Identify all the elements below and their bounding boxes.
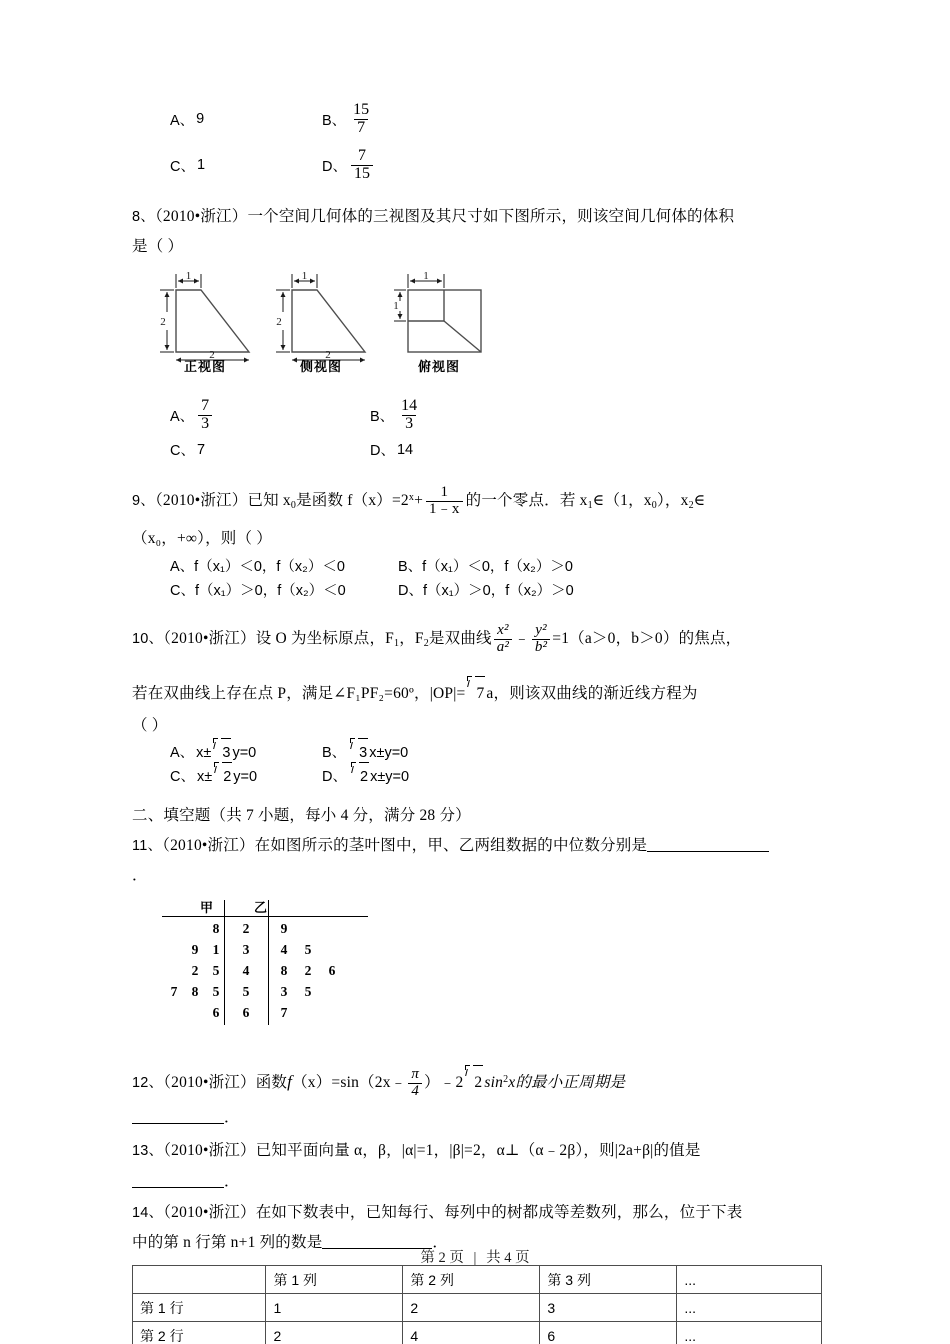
top-view-caption: 俯视图 [418,359,461,374]
stem-leaf-right-header: 乙 [254,900,268,915]
question-13-source: （2010•浙江） [163,1142,256,1159]
q10-fraction-2 [532,623,550,656]
option-d-value: 14 [396,441,414,458]
top-height-label: 1 [393,300,399,312]
option-c-label: C、 [170,158,195,175]
question-10-options [132,741,822,789]
stem-leaf-right-divider [268,900,269,1025]
question-10-number: 10、 [132,631,164,647]
q12-text-a: 函数 [255,1074,288,1091]
option-a[interactable] [170,398,370,433]
radicand: 2 [473,1065,483,1100]
radicand: 7 [475,676,485,711]
side-view [270,268,395,373]
q12-text-b: （x）=sin（2x﹣ [292,1074,407,1091]
stem-digit: 3 [242,942,250,957]
q12-exponent: 2 [503,1074,509,1085]
answer-blank[interactable] [132,1173,224,1188]
side-view-caption: 侧视图 [300,359,343,374]
three-view-figure [154,268,822,376]
side-view-drawing [270,268,395,368]
fraction-denominator: 1﹣x [426,501,463,518]
table-cell: ... [677,1322,822,1344]
option-c-post: y=0 [233,768,258,785]
page-content [132,96,822,1344]
q9-sub-1: 1 [587,500,593,511]
question-10 [132,621,822,789]
radicand: 2 [359,762,369,792]
option-row-cd [132,438,822,461]
option-a-label: A、 [170,112,195,129]
table-cell: 3 [540,1294,677,1322]
fraction-denominator: 15 [351,165,373,183]
right-leaf-digit: 7 [280,1005,288,1020]
question-12-line-1 [132,1063,822,1100]
option-b[interactable] [370,398,422,433]
table-cell: 2 [403,1294,540,1322]
q12-text-d: sin [484,1074,504,1091]
question-11-number: 11、 [132,838,163,854]
question-9 [132,481,822,603]
question-8-line-1 [132,202,822,232]
radical-icon [350,762,369,792]
q10-line-3-text: （ ） [132,717,168,734]
question-10-line-3 [132,711,822,741]
left-leaf-digit: 1 [212,942,220,957]
option-c[interactable] [170,439,370,460]
question-13-number: 13、 [132,1143,164,1159]
option-c-value: 1 [196,157,206,173]
question-12 [132,1063,822,1136]
stem-digit: 4 [242,963,250,978]
option-a-label: A、 [170,744,195,761]
question-12-line-2 [132,1100,822,1136]
radical-icon [213,762,232,792]
q10-line2-b: a，则该双曲线的渐近线方程为 [486,685,698,702]
option-d[interactable] [370,439,413,460]
option-row-ab [132,96,822,142]
question-14-number: 14、 [132,1205,164,1221]
option-row-cd [132,765,822,789]
option-d-text: D、f（x₁）＞0，f（x₂）＞0 [398,582,574,599]
option-a-fraction [198,398,212,433]
option-d-fraction [351,148,373,183]
question-9-number: 9、 [132,493,155,509]
front-view-drawing [154,268,279,368]
stem-leaf-top-rule [162,916,368,917]
left-leaf-digit: 8 [212,921,220,936]
q10-minus: ﹣ [514,630,530,647]
question-8-options [132,392,822,461]
top-width-label: 1 [423,270,429,282]
front-bottom-label: 2 [209,349,215,361]
option-d[interactable] [398,577,574,606]
fraction-numerator: x² [497,622,509,639]
question-8-number: 8、 [132,209,155,225]
fraction-denominator: b² [532,639,550,656]
front-width-label: 1 [185,270,192,282]
table-cell: 1 [266,1294,403,1322]
question-11-text: 在如图所示的茎叶图中，甲、乙两组数据的中位数分别是 [254,837,648,854]
q9-exp-x: x [408,492,415,503]
right-leaf-digit: 2 [304,963,312,978]
question-14 [132,1198,822,1344]
question-13 [132,1136,822,1198]
option-a-value: 9 [196,111,205,127]
radicand: 3 [221,738,231,768]
option-c-text: C、f（x₁）＞0，f（x₂）＜0 [170,582,346,599]
option-b-text: B、f（x₁）＜0，f（x₂）＞0 [398,558,573,575]
stem-digit: 6 [242,1005,250,1020]
option-c[interactable] [170,155,322,176]
left-leaf-digit: 8 [191,984,199,999]
q12-text-c: ）﹣2 [424,1074,464,1091]
table-cell: 2 [266,1322,403,1344]
question-8-text-2: 是（ ） [132,238,184,255]
q10-sub-2: 2 [423,638,429,649]
radicand: 3 [358,738,368,768]
question-8-source: （2010•浙江） [154,208,248,225]
stem-and-leaf-plot [162,897,402,1025]
question-13-period: ． [224,1173,240,1190]
option-a-text: A、f（x₁）＜0，f（x₂）＜0 [170,558,345,575]
footer-separator: | [473,1250,477,1266]
table-row [133,1294,822,1322]
table-header-cell: 第 2 列 [403,1266,540,1294]
q9-sub-2: 2 [688,500,694,511]
option-row-ab [132,555,822,579]
option-c-value: 7 [196,441,206,458]
option-d[interactable] [322,762,409,792]
question-7-options [132,96,822,188]
question-8-text: 一个空间几何体的三视图及其尺寸如下图所示，则该空间几何体的体积 [247,208,735,225]
left-leaf-digit: 5 [212,963,220,978]
q9-tail-1: ），x [656,492,689,509]
answer-blank[interactable] [132,1109,224,1124]
total-pages: 共 4 页 [486,1250,530,1266]
q9-fraction [426,485,463,518]
option-b[interactable] [322,102,374,137]
right-leaf-digit: 6 [328,963,336,978]
question-13-line-1 [132,1136,822,1166]
stem-digit: 5 [242,984,250,999]
option-c-label: C、 [170,768,195,785]
option-d-label: D、 [370,443,395,459]
table-header-cell: 第 1 列 [266,1266,403,1294]
question-14-line-1 [132,1198,822,1228]
q10-line2-a: 若在双曲线上存在点 P，满足∠F₁PF₂=60º，|OP|= [132,685,466,702]
top-view-drawing [386,268,511,368]
q9-after-frac: 的一个零点．若 x [465,492,588,509]
right-leaf-digit: 9 [280,921,288,936]
left-leaf-digit: 6 [212,1005,220,1020]
q10-text-a: 设 O 为坐标原点，F [255,630,394,647]
question-14-source: （2010•浙江） [163,1204,256,1221]
fraction-denominator: 7 [354,119,368,137]
question-14-text-1: 在如下数表中，已知每行、每列中的树都成等差数列，那么，位于下表 [255,1204,743,1221]
table-header-cell: ... [677,1266,822,1294]
section-2-heading [132,801,822,831]
table-cell: ... [677,1294,822,1322]
option-b-post: x±y=0 [369,744,409,761]
table-cell: 4 [403,1322,540,1344]
front-height-label: 2 [160,316,166,328]
q9-mid: 是函数 f（x）=2 [296,492,409,509]
arithmetic-table [132,1265,822,1344]
option-d[interactable] [322,148,375,183]
right-leaf-digit: 8 [280,963,288,978]
fraction-denominator: 3 [198,415,212,433]
table-row [133,1322,822,1344]
option-d-label: D、 [322,768,347,785]
q10-fraction-1 [494,623,512,656]
question-14-text-2: 中的第 n 行第 n+1 列的数是 [132,1234,323,1251]
q12-function-symbol: f [287,1072,293,1091]
radical-icon [464,1065,483,1100]
q9-plus: + [414,492,424,509]
question-8-line-2 [132,232,822,262]
question-11-source: （2010•浙江） [162,837,255,854]
question-10-source: （2010•浙江） [163,630,256,647]
question-13-text: 已知平面向量 α，β，|α|=1，|β|=2，α⊥（α﹣2β），则|2a+β|的值是 [255,1142,701,1159]
fraction-denominator: a² [494,639,512,656]
question-9-line-1 [132,481,822,523]
question-8 [132,202,822,262]
q9-sub-0: 0 [290,500,297,511]
question-13-line-2 [132,1166,822,1198]
answer-blank[interactable] [647,837,769,852]
side-bottom-label: 2 [325,349,331,361]
q10-text-d: =1（a＞0，b＞0）的焦点， [552,630,742,647]
question-11-line-2 [132,861,822,891]
option-b-fraction [398,398,420,433]
table-header-cell [133,1266,266,1294]
page-footer [0,1246,950,1267]
side-height-label: 2 [276,316,282,328]
question-12-number: 12、 [132,1075,164,1091]
option-a[interactable] [170,109,322,130]
q9-in-2: ∈ [693,492,706,509]
q10-radical [466,676,485,711]
option-b-label: B、 [322,112,347,129]
question-12-source: （2010•浙江） [163,1074,256,1091]
fraction-numerator: y² [535,622,547,639]
question-9-line-2 [132,523,822,555]
option-b-label: B、 [370,408,395,425]
page-number: 第 2 页 [420,1250,464,1266]
question-11-period: ． [132,867,148,884]
q9-in-1: ∈（1，x [592,492,652,509]
option-b-fraction [350,102,372,137]
radicand: 2 [222,762,232,792]
fraction-numerator: 7 [201,396,210,414]
question-11 [132,831,822,1025]
left-leaf-digit: 2 [191,963,199,978]
right-leaf-digit: 3 [280,984,288,999]
option-c[interactable] [170,577,398,606]
front-view [154,268,279,373]
table-header-cell: 第 3 列 [540,1266,677,1294]
question-12-period: ． [224,1109,240,1126]
option-d-label: D、 [322,158,347,175]
table-cell: 第 2 行 [133,1322,266,1344]
table-header-row [133,1266,822,1294]
fraction-numerator: 14 [401,396,418,414]
stem-leaf-left-header: 甲 [200,900,214,915]
right-leaf-digit: 5 [304,984,312,999]
option-a-post: y=0 [232,744,257,761]
fraction-numerator: 7 [357,146,366,164]
side-width-label: 1 [301,270,308,282]
option-c[interactable] [170,762,322,792]
question-9-options [132,555,822,603]
q10-text-c: 是双曲线 [428,630,492,647]
stem-digit: 2 [242,921,250,936]
section-2-heading-text: 二、填空题（共 7 小题，每小 4 分，满分 28 分） [132,807,471,824]
fraction-numerator: 15 [353,100,370,118]
question-10-line-2 [132,676,822,711]
option-d-post: x±y=0 [370,768,410,785]
option-a-label: A、 [170,408,195,425]
table-cell: 第 1 行 [133,1294,266,1322]
top-view [386,268,511,373]
q10-text-b: ，F [399,630,424,647]
option-a-pre: x± [196,744,212,761]
fraction-numerator: 1 [440,484,449,501]
q9-sub-0b: 0 [651,500,657,511]
table-cell: 6 [540,1322,677,1344]
left-leaf-digit: 7 [170,984,178,999]
option-b-label: B、 [322,744,347,761]
right-leaf-digit: 5 [304,942,312,957]
question-11-line-1 [132,831,822,861]
q10-sub-1: 1 [393,638,400,649]
question-14-period: ． [432,1234,449,1251]
q12-text-e: x的最小正周期是 [508,1074,626,1091]
option-c-label: C、 [170,443,195,459]
fraction-denominator: 4 [408,1083,422,1100]
fraction-numerator: π [411,1066,420,1083]
question-9-source: （2010•浙江） [154,492,248,509]
front-view-caption: 正视图 [184,359,227,374]
option-row-cd [132,142,822,188]
q9-line-2-text: （x₀，+∞），则（ ） [132,530,272,547]
stem-leaf-left-divider [224,900,225,1025]
question-10-line-1 [132,621,822,662]
left-leaf-digit: 5 [212,984,220,999]
q12-fraction [408,1067,422,1100]
option-row-cd [132,579,822,603]
q9-pre: 已知 x [247,492,291,509]
left-leaf-digit: 9 [191,942,199,957]
right-leaf-digit: 4 [280,942,288,957]
option-row-ab [132,392,822,438]
option-c-pre: x± [196,768,213,785]
fraction-denominator: 3 [402,415,416,433]
